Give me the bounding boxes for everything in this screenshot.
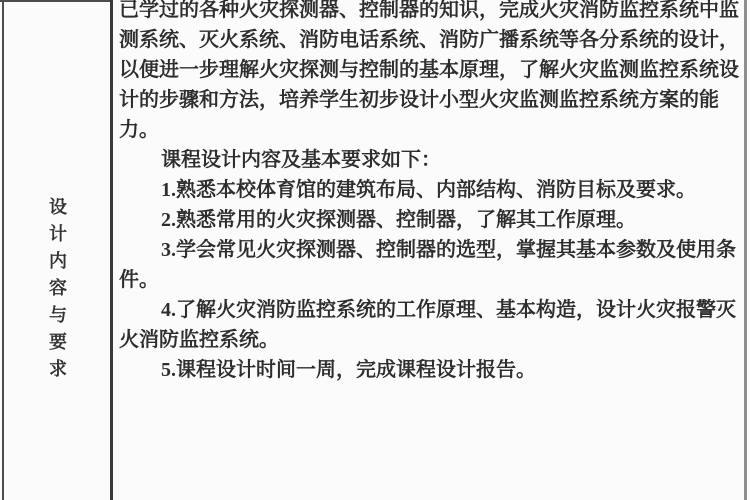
text-line: 件。 [119,269,159,291]
text-line: 课程设计内容及基本要求如下： [161,149,441,171]
text-line: 5.课程设计时间一周，完成课程设计报告。 [161,359,536,381]
row-header-cell [4,0,110,500]
text-line: 测系统、灭火系统、消防电话系统、消防广播系统等各分系统的设计， [119,29,739,51]
text-line: 4.了解火灾消防监控系统的工作原理、基本构造，设计火灾报警灭 [161,299,736,321]
content-cell [119,0,745,385]
text-line: 力。 [119,119,159,141]
text-line: 3.学会常见火灾探测器、控制器的选型，掌握其基本参数及使用条 [161,239,736,261]
text-line: 火消防监控系统。 [119,329,279,351]
text-line: 已学过的各种火灾探测器、控制器的知识，完成火灾消防监控系统中监 [119,0,739,21]
table-column-divider [110,0,113,500]
row-header-label: 设计内容与要求 [47,197,67,386]
text-line: 1.熟悉本校体育馆的建筑布局、内部结构、消防目标及要求。 [161,179,696,201]
text-line: 计的步骤和方法，培养学生初步设计小型火灾监测监控系统方案的能 [119,89,719,111]
text-line: 2.熟悉常用的火灾探测器、控制器，了解其工作原理。 [161,209,636,231]
text-line: 以便进一步理解火灾探测与控制的基本原理，了解火灾监测监控系统设 [119,59,739,81]
